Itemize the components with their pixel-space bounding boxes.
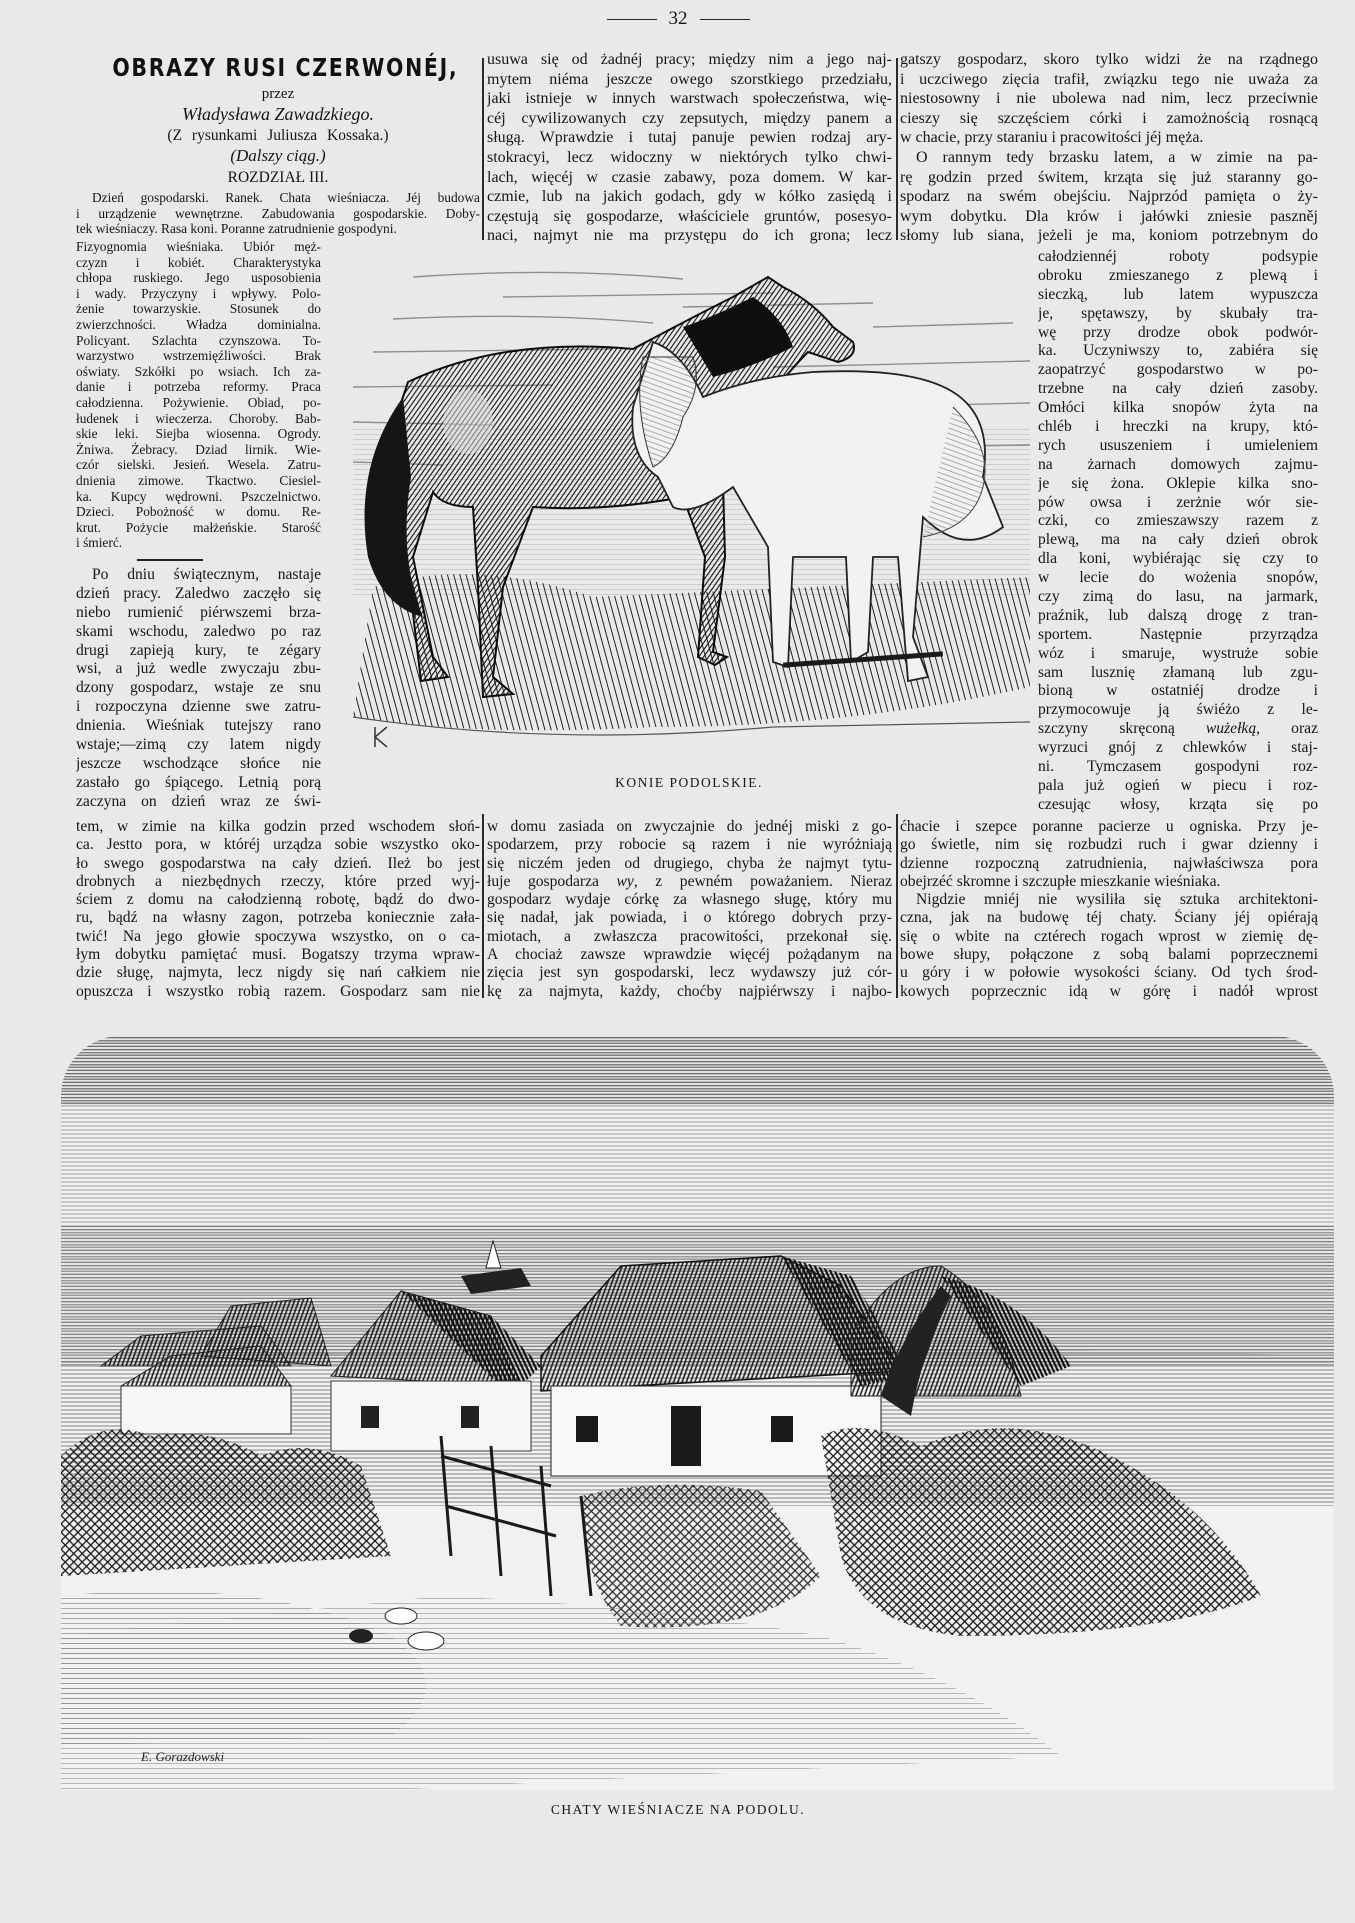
- text-line: praźnik, lub dalszą drogę z tran-: [1038, 606, 1318, 624]
- engraver-signature: E. Gorazdowski: [141, 1749, 225, 1764]
- text-line: stokracyi, lecz widoczny w niektórych tylko chwi-: [487, 148, 892, 166]
- text-line: A chociaż zawsze wprawdzie więcéj pożądanym na: [487, 946, 892, 964]
- horses-engraving: [353, 257, 1030, 766]
- text-line: czyzn i kobiét. Charakterystyka: [76, 254, 321, 270]
- text-line: ło swego gospodarstwa na cały dzień. Ileż bo jest: [76, 854, 480, 872]
- middle-column-top-text: [487, 50, 892, 246]
- text-line: Po dniu świątecznym, nastaje: [92, 566, 321, 583]
- text-line: czór sielski. Jesień. Wesela. Zatru-: [76, 457, 321, 473]
- text-line: sieczką, lub latem wypuszcza: [1038, 285, 1318, 303]
- text-line: pala już ogień w piecu i roz-: [1038, 776, 1318, 794]
- text-line: czna, jak na budowę téj chaty. Ściany jéj opiérają: [900, 909, 1318, 927]
- text-line: Policyant. Szlachta czynszowa. To-: [76, 332, 321, 348]
- text-line: w chacie, przy staraniu i pracowitości jéj męża.: [900, 129, 1204, 147]
- text-line: ni. Tymczasem gospodyni roz-: [1038, 758, 1318, 776]
- text-line: dzie sługę, najmyta, lecz nigdy się nań całkiem nie: [76, 964, 480, 982]
- text-line: czmie, lub na jakich godach, gdy w kółko zasiędą i: [487, 188, 892, 206]
- continuation-note: (Dalszy ciąg.): [230, 146, 326, 165]
- text-line: krut. Pożycie małżeńskie. Starość: [76, 519, 321, 535]
- text-line: i uczciwego zięcia trafił, związku tego nie uważa za: [900, 70, 1318, 88]
- text-line: rych ususzeniem i umieleniem: [1038, 436, 1318, 454]
- section-divider: [137, 559, 203, 561]
- horses-caption: KONIE PODOLSKIE.: [615, 775, 763, 790]
- article-title: OBRAZY RUSI CZERWONÉJ,: [112, 53, 459, 82]
- text-line: usuwa się od żadnéj pracy; między nim a jego naj-: [487, 51, 892, 68]
- text-line: jeszcze wschodzące słońce nie: [76, 754, 321, 772]
- right-column-top-text: [900, 50, 1318, 246]
- text-line: spodarz na swém obejściu. Najprzód pamięta o ży-: [900, 188, 1318, 206]
- chapter-heading: ROZDZIAŁ III.: [227, 169, 329, 186]
- text-line: [1038, 720, 1318, 739]
- text-line: niestosowny i nie ubolewa nad nim, lecz przeciwnie: [900, 90, 1318, 108]
- text-line: wyrzuci gnój z chlewków i staj-: [1038, 739, 1318, 757]
- text-line: i wady. Przyczyny i wpływy. Polo-: [76, 285, 321, 301]
- text-line: całodzienna. Pożywienie. Obiad, po-: [76, 394, 321, 410]
- left-column-narrow-text: [76, 566, 321, 812]
- text-line: bioną w ostatniéj drodze i: [1038, 682, 1318, 700]
- chapter-synopsis-wide: [76, 190, 480, 237]
- text-line: w domu zasiada on zwyczajnie do jednéj miski z go-: [487, 818, 892, 835]
- text-line: czy zimą do lasu, na jarmark,: [1038, 588, 1318, 606]
- text-line: sportem. Następnie przyrządza: [1038, 625, 1318, 643]
- illustrator-note: (Z rysunkami Juliusza Kossaka.): [167, 127, 389, 144]
- text-line: O rannym tedy brzasku latem, a w zimie na pa-: [916, 148, 1318, 166]
- author: Władysława Zawadzkiego.: [182, 104, 374, 124]
- text-line: ru, bądź na własny zagon, potrzeba koniecznie zała-: [76, 909, 480, 927]
- text-line: go świetle, nim się rozbudzi ruch i gwar dzienny i: [900, 836, 1318, 854]
- text-line: ca. Jestto pora, w któréj urządza sobie wszystko oko-: [76, 836, 480, 854]
- text-line: niebo rumienić piérwszemi brza-: [76, 603, 321, 621]
- column-rule: [896, 814, 898, 998]
- column-rule: [482, 814, 484, 998]
- text-segment: , oraz: [1256, 720, 1318, 738]
- text-line: je się żona. Oklepie kilka sno-: [1038, 474, 1318, 492]
- text-line: ćhacie i szepce poranne pacierze u ogniska. Przy je-: [900, 818, 1318, 835]
- text-line: i urządzenie wewnętrzne. Zabudowania gospodarskie. Doby-: [76, 205, 480, 221]
- text-line: oświaty. Szkółki po wsiach. Ich za-: [76, 363, 321, 379]
- text-line: jaki istnieje w innych warstwach społeczeństwa, wię-: [487, 90, 892, 108]
- text-line: plewą, ma na cały dzień obrok: [1038, 531, 1318, 549]
- text-line: mytem niéma jeszcze owego szorstkiego przedziału,: [487, 70, 892, 88]
- text-line: słomy lub siana, jeżeli je ma, koniom potrzebnym do: [900, 227, 1318, 245]
- text-line: żenie towarzyskie. Stosunek do: [76, 301, 321, 317]
- text-line: opuszcza i wszystko robią razem. Gospodarz sam nie: [76, 982, 480, 1000]
- village-engraving: [61, 1036, 1334, 1790]
- text-line: dla koni, wybiérając się czy to: [1038, 550, 1318, 568]
- text-line: pów owsa i zerżnie wór sie-: [1038, 493, 1318, 511]
- village-caption: CHATY WIEŚNIACZE NA PODOLU.: [550, 1802, 806, 1817]
- text-line: je, spętawszy, by skubały tra-: [1038, 304, 1318, 322]
- text-line: rę godzin przed świtem, krząta się już staranny go-: [900, 168, 1318, 186]
- text-line: zwierzchności. Władza dominialna.: [76, 316, 321, 332]
- text-line: miotach, a zwłaszcza pracowitości, przekonał się.: [487, 927, 892, 945]
- text-line: przymocowuje ją świéżo z le-: [1038, 701, 1318, 719]
- text-line: lach, więcéj w czasie zabawy, poza domem. W kar-: [487, 168, 892, 186]
- text-line: obroku zmieszanego z plewą i: [1038, 266, 1318, 284]
- column-rule: [482, 58, 484, 240]
- text-line: łym dobytku pamiętać musi. Bogatszy trzyma wpraw-: [76, 946, 480, 964]
- italic-word: wy: [616, 872, 634, 890]
- text-line: drobnych a niezbędnych rzeczy, które przed wyj-: [76, 872, 480, 890]
- text-line: tek wieśniaczy. Rasa koni. Poranne zatrudnienie gospodyni.: [76, 221, 397, 237]
- text-line: skie leki. Siejba wiosenna. Ogrody.: [76, 426, 321, 442]
- artist-monogram: [375, 727, 387, 747]
- text-line: bowe słupy, połączone z sobą balami poprzecznemi: [900, 946, 1318, 964]
- text-line: na żarnach domowych zajmu-: [1038, 455, 1318, 473]
- text-line: zięcia jest syn gospodarski, lecz wydawszy już cór-: [487, 964, 892, 982]
- text-line: czesując włosy, krząta się po: [1038, 795, 1318, 813]
- text-line: skami wschodu, zaledwo po raz: [76, 622, 321, 640]
- text-line: cieszy się szczęściem córki i zamożnością rosnącą: [900, 109, 1318, 127]
- text-line: wstaje;—zimą czy latem nigdy: [76, 736, 321, 754]
- text-line: wsi, a już wedle zwyczaju zbu-: [76, 660, 321, 678]
- text-line: się nadał, jak powiada, i o którego dobrych przy-: [487, 909, 892, 927]
- text-line: trzebne na cały dzień zasoby.: [1038, 380, 1318, 398]
- text-line: wym dobytku. Dla krów i jałówki zniesie paszněj: [900, 207, 1318, 225]
- text-line: ściem z domu na całodzienną robotę, bądź do dwo-: [76, 891, 480, 909]
- text-line: chłopa ruskiego. Jego usposobienia: [76, 270, 321, 286]
- text-line: ka. Uczyniwszy to, zabiéra się: [1038, 342, 1318, 360]
- text-line: tem, w zimie na kilka godzin przed wschodem słoń-: [76, 818, 480, 835]
- text-segment: , z pewném poważaniem. Nieraz: [633, 872, 892, 890]
- text-line: się o wbite na cztérech rogach wprost w ziemię dę-: [900, 927, 1318, 945]
- text-line: kowych poprzecznic idą w górę i nadół wprost: [900, 982, 1318, 1000]
- text-line: gatszy gospodarz, skoro tylko widzi że na rządnego: [900, 51, 1318, 68]
- text-line: ka. Kupcy wędrowni. Pszczelnictwo.: [76, 488, 321, 504]
- text-line: łudenek i wieczerza. Choroby. Bab-: [76, 410, 321, 426]
- chapter-synopsis-narrow: [76, 239, 321, 551]
- text-line: i rozpoczyna dzienne swe zatru-: [76, 698, 321, 716]
- text-line: dzień pracy. Zaledwo zaczęło się: [76, 584, 321, 602]
- text-line: naci, najmyt nie ma przystępu do ich grona; lecz: [487, 227, 892, 245]
- text-line: kę za najmyta, każdy, choćby najpiérwszy i najbo-: [487, 982, 892, 1000]
- text-line: dzony gospodarz, wstaje ze snu: [76, 679, 321, 697]
- text-line: Fizyognomia wieśniaka. Ubiór męż-: [76, 239, 321, 254]
- text-line: obejrzéć skromne i szczupłe mieszkanie wieśniaka.: [900, 872, 1221, 890]
- text-line: u góry i w połowie wysokości ściany. Od tych środ-: [900, 964, 1318, 982]
- text-line: twić! Na jego głowie spoczywa wszystko, on o ca-: [76, 927, 480, 945]
- text-line: się niczém jeden od drugiego, chyba że najmyt tytu-: [487, 854, 892, 872]
- text-line: [487, 873, 892, 891]
- page-number: [578, 8, 778, 30]
- text-line: spodarzem, przy robocie są razem i nie wyróżniają: [487, 836, 892, 854]
- text-line: Żniwa. Żebracy. Dziad lirnik. Wie-: [76, 441, 321, 457]
- text-line: wóz i smaruje, wystruże sobie: [1038, 644, 1318, 662]
- text-line: Dzień gospodarski. Ranek. Chata wieśniacza. Jéj budowa: [92, 190, 480, 205]
- right-column-narrow-text: [1038, 248, 1318, 815]
- pond-with-ducks: [61, 1591, 444, 1746]
- text-line: sam lusznię złamaną lub zgu-: [1038, 663, 1318, 681]
- text-line: częstują się gospodarze, właściciele gruntów, posesyo-: [487, 207, 892, 225]
- text-line: zaopatrzyć gospodarstwo w po-: [1038, 361, 1318, 379]
- text-line: warzystwo wstrzemięźliwości. Brak: [76, 348, 321, 364]
- italic-word: wużełką: [1205, 720, 1257, 738]
- text-line: sługą. Wprawdzie i tutaj panuje pewien rodzaj ary-: [487, 129, 892, 147]
- right-column-bottom-text: [900, 818, 1318, 1001]
- text-segment: szczyny skręconą: [1038, 720, 1206, 738]
- text-line: zaczyna on dzień wraz ze świ-: [76, 792, 321, 810]
- text-line: Omłóci kilka snopów żyta na: [1038, 399, 1318, 417]
- text-line: dnienia zimowe. Tkactwo. Ciesiel-: [76, 472, 321, 488]
- text-line: czki, co zmieszawszy razem z: [1038, 512, 1318, 530]
- text-line: całodziennéj roboty podsypie: [1038, 248, 1318, 265]
- text-line: Dzieci. Pobożność w domu. Re-: [76, 504, 321, 520]
- text-line: danie i potrzeba reformy. Praca: [76, 379, 321, 395]
- text-line: Nigdzie mniéj nie wysiliła się sztuka architektoni-: [916, 891, 1318, 909]
- text-line: w lecie do wożenia snopów,: [1038, 569, 1318, 587]
- text-line: drugi zapieją kury, te zégary: [76, 641, 321, 659]
- text-line: zastało go śpiącego. Letnią porą: [76, 773, 321, 791]
- middle-column-bottom-text: [487, 818, 892, 1001]
- text-line: dzienne rozpoczną zatrudnienia, najwłaściwsza pora: [900, 854, 1318, 872]
- text-line: chléb i hreczki na krupy, któ-: [1038, 418, 1318, 436]
- column-rule: [896, 58, 898, 240]
- left-column-bottom-text: [76, 818, 480, 1001]
- text-line: i śmierć.: [76, 535, 123, 551]
- text-line: céj cywilizowanych czy zepsutych, między panem a: [487, 109, 892, 127]
- text-segment: łuje gospodarza: [487, 872, 617, 890]
- page-number-text: 32: [668, 8, 688, 29]
- text-line: dnienia. Wieśniak tutejszy rano: [76, 717, 321, 735]
- byline-prefix: przez: [261, 86, 295, 102]
- text-line: gospodarz wydaje córkę za własnego sługę, który mu: [487, 891, 892, 909]
- text-line: wę przy drodze obok podwór-: [1038, 323, 1318, 341]
